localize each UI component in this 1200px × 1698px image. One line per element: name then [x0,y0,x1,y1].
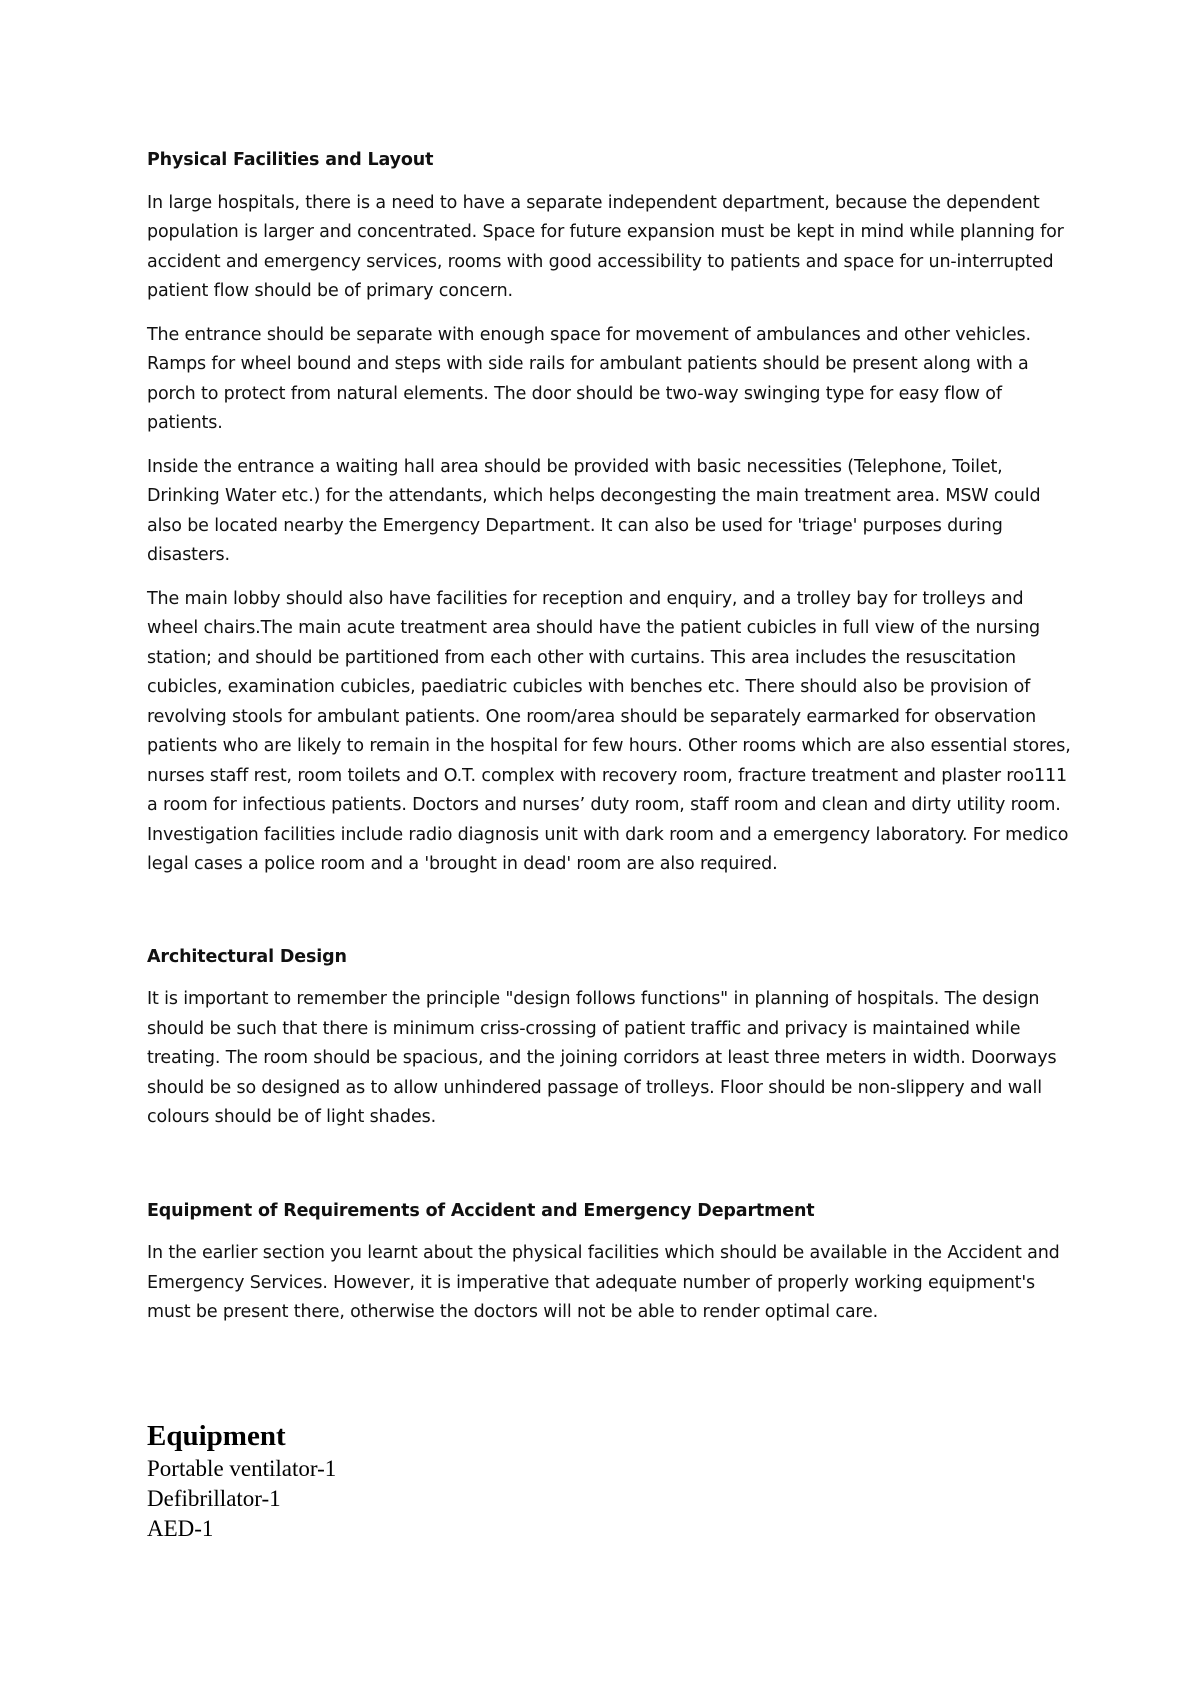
paragraph: The entrance should be separate with enough space for movement of ambulances and other vehicles. Ramps for wheel bound and steps with side rails for ambulant patients should be present along with a porch to protect from natural elements. The door should be two-way swinging type for easy flow of patients. [147,324,1031,433]
paragraph: The main lobby should also have facilities for reception and enquiry, and a trolley bay for trolleys and wheel chairs.The main acute treatment area should have the patient cubicles in full view of the nursing station; and should be partitioned from each other with curtains. This area includes the resuscitation cubicles, examination cubicles, paediatric cubicles with benches etc. There should also be provision of revolving stools for ambulant patients. One room/area should be separately earmarked for observation patients who are likely to remain in the hospital for few hours. Other rooms which are also essential stores, nurses staff rest, room toilets and O.T. complex with recovery room, fracture treatment and plaster roo111 a room for infectious patients. Doctors and nurses’ duty room, staff room and clean and dirty utility room. Investigation facilities include radio diagnosis unit with dark room and a emergency laboratory. For medico legal cases a police room and a 'brought in dead' room are also required. [147,588,1071,874]
equipment-item: Defibrillator-1 [147,1486,281,1511]
document-body [147,146,1077,1342]
paragraph: It is important to remember the principle "design follows functions" in planning of hospitals. The design should be such that there is minimum criss-crossing of patient traffic and privacy is maintained while treating. The room should be spacious, and the joining corridors at least three meters in width. Doorways should be so designed as to allow unhindered passage of trolleys. Floor should be non-slippery and wall colours should be of light shades. [147,989,1057,1127]
paragraph: Inside the entrance a waiting hall area should be provided with basic necessities (Telephone, Toilet, Drinking Water etc.) for the attendants, which helps decongesting the main treatment area. MSW could also be located nearby the Emergency Department. It can also be used for 'triage' purposes during disasters. [147,456,1041,565]
equipment-list [147,1418,336,1544]
equipment-item: AED-1 [147,1516,214,1541]
section-architectural-design [147,943,1077,1133]
paragraph: In large hospitals, there is a need to have a separate independent department, because the dependent population is larger and concentrated. Space for future expansion must be kept in mind while planning for accident and emergency services, rooms with good accessibility to patients and space for un-interrupted patient flow should be of primary concern. [147,192,1064,301]
equipment-title: Equipment [147,1420,286,1452]
equipment-item: Portable ventilator-1 [147,1456,337,1481]
spacer [147,894,1077,943]
paragraph: In the earlier section you learnt about the physical facilities which should be available in the Accident and Emergency Services. However, it is imperative that adequate number of properly working equipment's must be present there, otherwise the doctors will not be able to render optimal care. [147,1243,1060,1322]
section-heading: Equipment of Requirements of Accident and Emergency Department [147,1200,815,1221]
section-equipment-requirements [147,1197,1077,1328]
section-heading: Architectural Design [147,946,347,967]
section-physical-facilities [147,146,1077,880]
spacer [147,1147,1077,1197]
section-heading: Physical Facilities and Layout [147,150,434,170]
